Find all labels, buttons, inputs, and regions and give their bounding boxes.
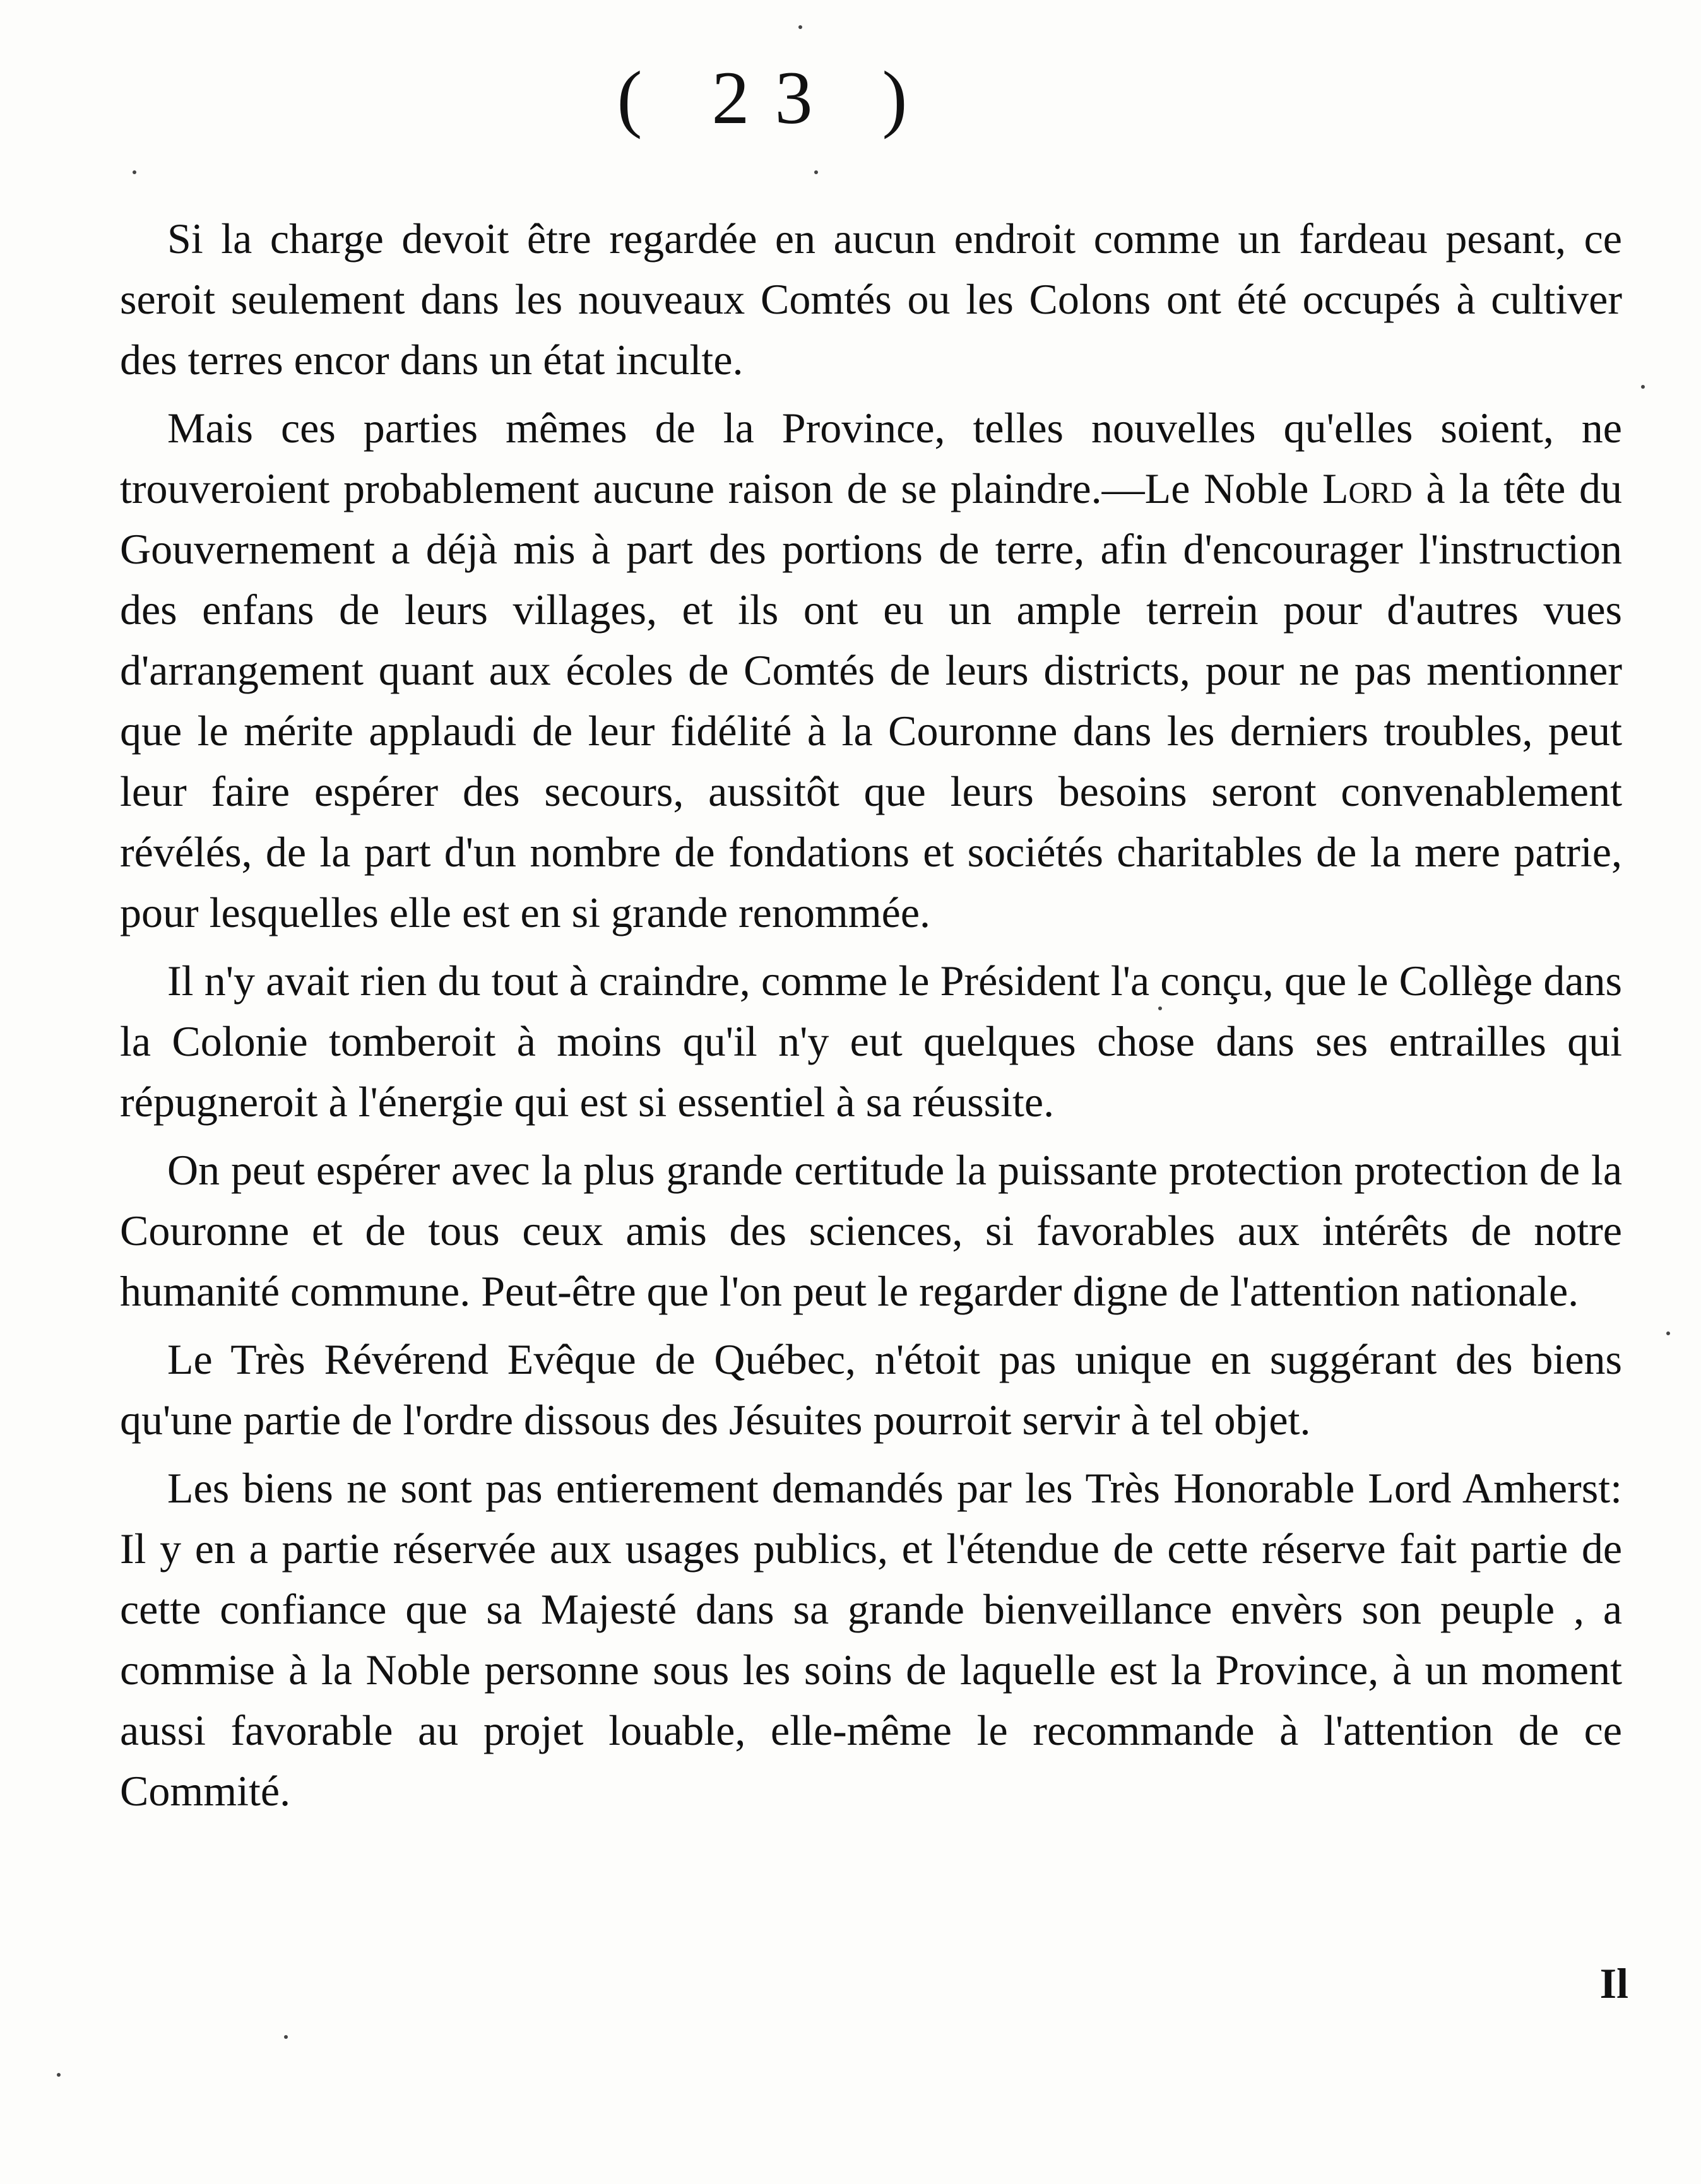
print-speck	[133, 170, 136, 174]
page-number: ( 23 )	[617, 56, 933, 139]
print-speck	[57, 2073, 61, 2077]
paragraph-1: Si la charge devoit être regardée en aucun endroit comme un fardeau pesant, ce seroit seulement dans les nouveaux Comtés ou les Colons ont été occupés à cultiver des terres encor dans un état inculte.	[120, 215, 1622, 384]
paragraph-4: On peut espérer avec la plus grande certitude la puissante protection protection de la Couronne et de tous ceux amis des sciences, si favorables aux intérêts de notre humanité commune. Peut-être que l'on peut le regarder digne de l'attention nationale.	[120, 1146, 1622, 1315]
lord-smallcaps: Lord	[1322, 464, 1413, 512]
print-speck	[284, 2035, 288, 2039]
print-speck	[1666, 1331, 1670, 1335]
body-text	[120, 208, 1622, 1829]
print-speck	[1158, 1006, 1162, 1010]
paragraph-5: Le Très Révérend Evêque de Québec, n'étoit pas unique en suggérant des biens qu'une partie de l'ordre dissous des Jésuites pourroit servir à tel objet.	[120, 1335, 1622, 1444]
print-speck	[798, 25, 802, 29]
print-speck	[814, 170, 818, 174]
catchword: Il	[1599, 1959, 1628, 2007]
paragraph-2	[120, 398, 1622, 943]
paragraph-2-text: Mais ces parties mêmes de la Province, telles nouvelles qu'elles soient, ne trouveroient probablement aucune raison de se plaindre.—Le Noble	[120, 404, 1622, 512]
print-speck	[1641, 385, 1645, 389]
paragraph-2-continuation: à la tête du Gouvernement a déjà mis à part des portions de terre, afin d'encourager l'instruction des enfans de leurs villages, et ils ont eu un ample terrein pour d'autres vues d'arrangement quant aux écoles de Comtés de leurs districts, pour ne pas mentionner que le mérite applaudi de leur fidélité à la Couronne dans les derniers troubles, peut leur faire espérer des secours, aussitôt que leurs besoins seront convenablement révélés, de la part d'un nombre de fondations et sociétés charitables de la mere patrie, pour lesquelles elle est en si grande renommée.	[120, 464, 1622, 936]
paragraph-3: Il n'y avait rien du tout à craindre, comme le Président l'a conçu, que le Collège dans la Colonie tomberoit à moins qu'il n'y eut quelques chose dans ses entrailles qui répugneroit à l'énergie qui est si essentiel à sa réussite.	[120, 957, 1622, 1126]
paragraph-6: Les biens ne sont pas entierement demandés par les Très Honorable Lord Amherst: Il y en a partie réservée aux usages publics, et l'étendue de cette réserve fait partie de cette confiance que sa Majesté dans sa grande bienveillance envèrs son peuple , a commise à la Noble personne sous les soins de laquelle est la Province, à un moment aussi favorable au projet louable, elle-même le recommande à l'attention de ce Commité.	[120, 1464, 1622, 1815]
